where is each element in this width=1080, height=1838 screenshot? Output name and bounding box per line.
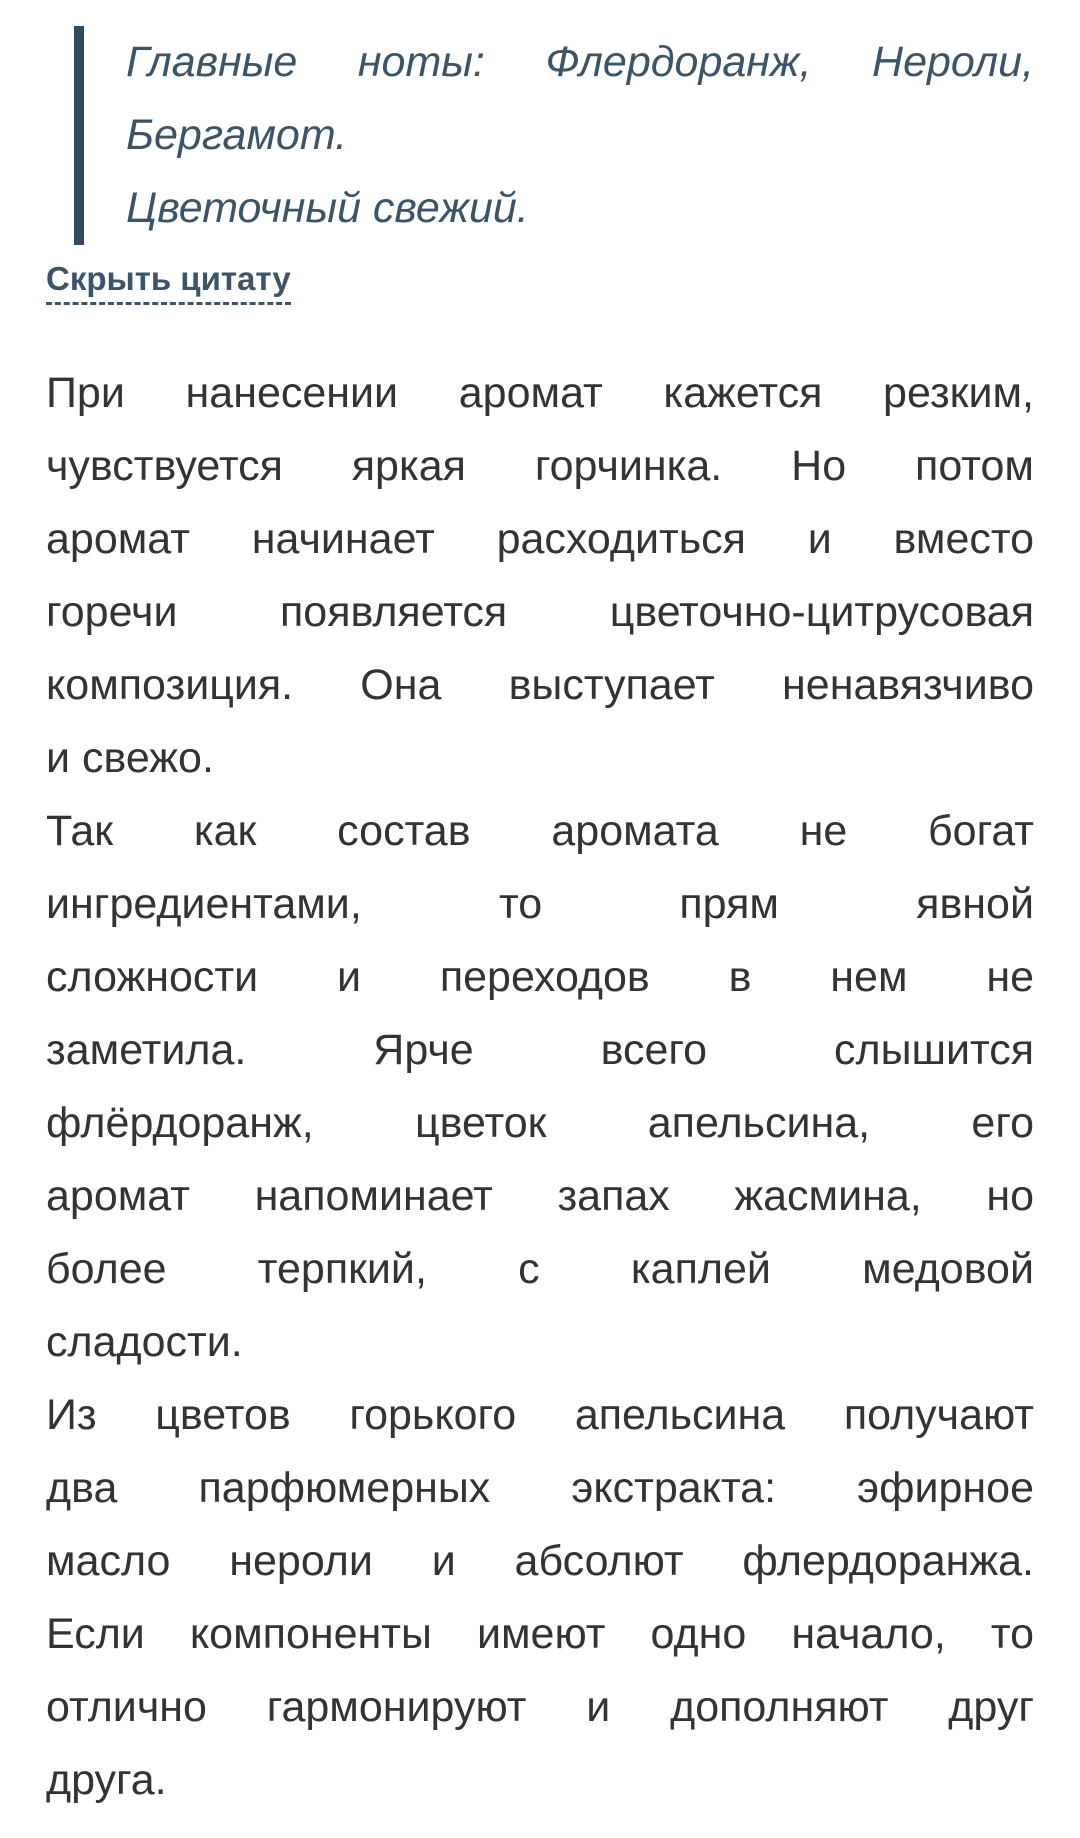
quote-line: Главные ноты: Флердоранж, Нероли, [126,38,1034,86]
text-line: аромат начинает расходиться и вместо [46,515,1034,563]
text-line: При нанесении аромат кажется резким, [46,369,1034,417]
text-line: ингредиентами, то прям явной [46,880,1034,928]
quote-line: Цветочный свежий. [126,184,529,232]
text-line: горечи появляется цветочно-цитрусовая [46,588,1034,636]
paragraph [46,357,1034,795]
text-line: заметила. Ярче всего слышится [46,1026,1034,1074]
text-line: флёрдоранж, цветок апельсина, его [46,1099,1034,1147]
quote-line: Бергамот. [126,111,348,159]
text-line: сложности и переходов в нем не [46,953,1034,1001]
text-line: два парфюмерных экстракта: эфирное [46,1464,1034,1512]
text-line: масло нероли и абсолют флердоранжа. [46,1537,1034,1585]
article-body [46,357,1034,1817]
text-line: более терпкий, с каплей медовой [46,1245,1034,1293]
blockquote [74,26,1034,245]
text-line: сладости. [46,1318,243,1366]
text-line: друга. [46,1756,167,1804]
text-line: композиция. Она выступает ненавязчиво [46,661,1034,709]
text-line: отлично гармонируют и дополняют друг [46,1683,1034,1731]
paragraph [46,1379,1034,1817]
text-line: чувствуется яркая горчинка. Но потом [46,442,1034,490]
text-line: аромат напоминает запах жасмина, но [46,1172,1034,1220]
paragraph [46,795,1034,1379]
text-line: Если компоненты имеют одно начало, то [46,1610,1034,1658]
text-line: и свежо. [46,734,214,782]
hide-quote-link[interactable]: Скрыть цитату [46,257,291,305]
text-line: Так как состав аромата не богат [46,807,1034,855]
text-line: Из цветов горького апельсина получают [46,1391,1034,1439]
